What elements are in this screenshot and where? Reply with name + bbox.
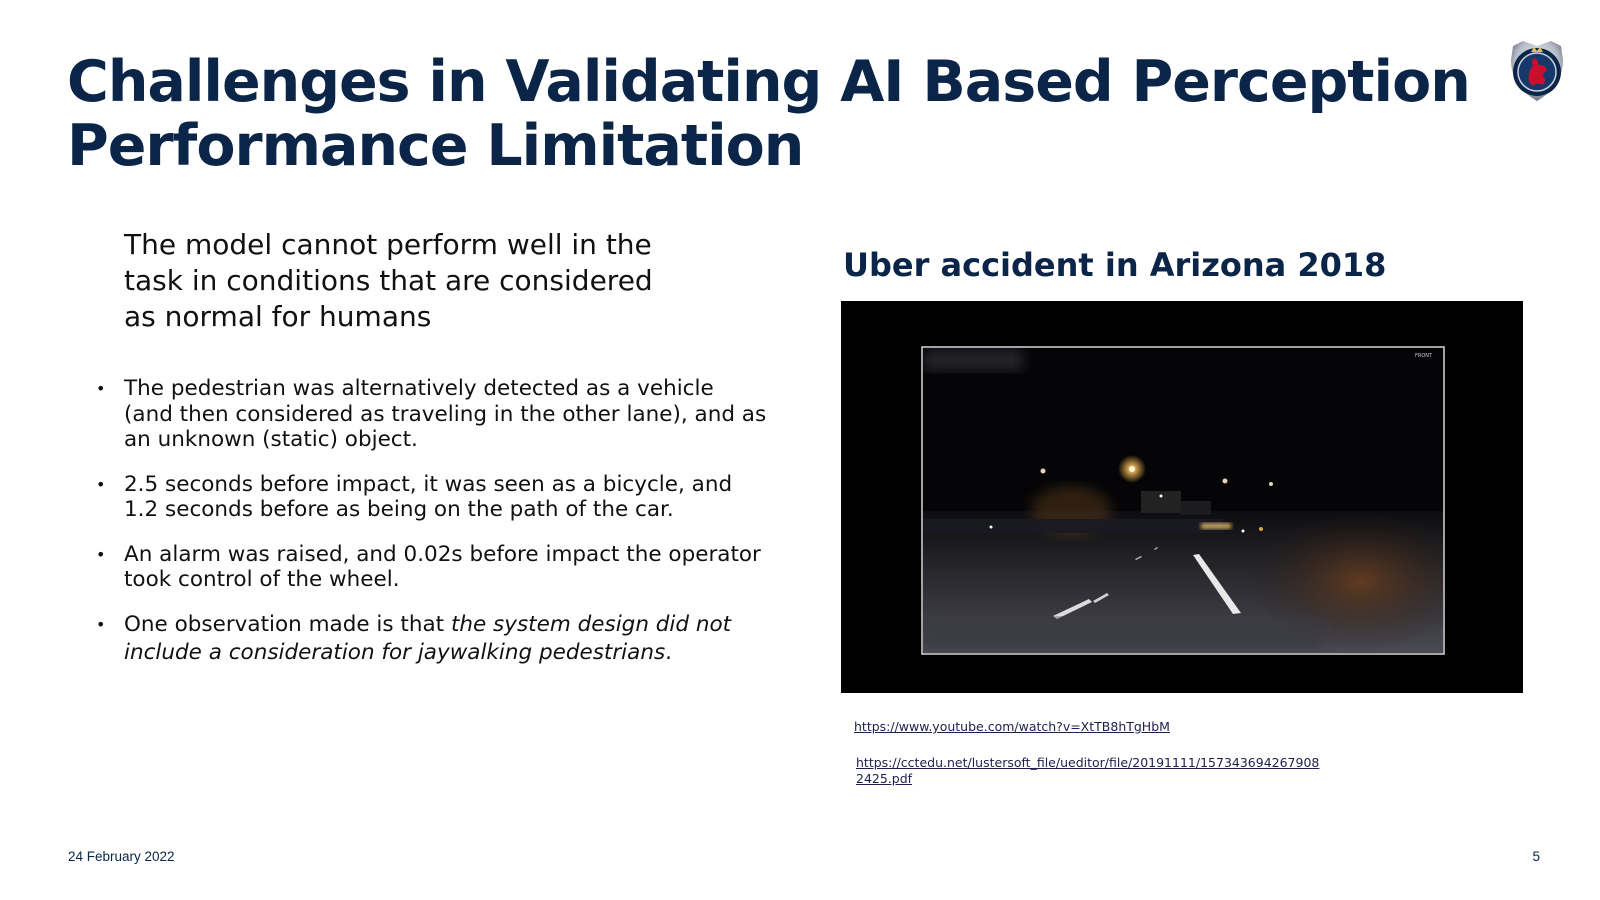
video-caption: Uber accident in Arizona 2018	[843, 246, 1387, 284]
bullet-4-line-2	[124, 637, 812, 668]
bullet-marker: •	[96, 379, 106, 398]
lead-statement	[124, 227, 724, 335]
bullet-3-line-1: An alarm was raised, and 0.02s before impact the operator	[124, 541, 761, 567]
bullet-item	[92, 472, 812, 523]
pdf-link-line-2: 2425.pdf	[856, 771, 913, 786]
bullet-item	[92, 542, 812, 593]
bullet-2-line-1: 2.5 seconds before impact, it was seen as a bicycle, and	[124, 471, 733, 497]
bullet-4-period: .	[665, 639, 672, 665]
dashcam-frame-image	[841, 301, 1523, 693]
griffin-emblem-icon	[1503, 38, 1571, 104]
bullet-1-line-1: The pedestrian was alternatively detected as a vehicle	[124, 376, 714, 401]
pdf-link-line-1: https://cctedu.net/lustersoft_file/ueditor/file/20191111/157343694267908	[856, 755, 1320, 770]
footer-date: 24 February 2022	[68, 849, 175, 864]
bullet-item	[92, 376, 812, 453]
bullet-4-emphasis-cont: include a consideration for jaywalking pedestrians	[124, 639, 666, 665]
slide-title-line-1: Challenges in Validating AI Based Perception	[67, 49, 1470, 115]
bullet-1-line-2: (and then considered as traveling in the other lane), and as	[124, 401, 767, 427]
lead-line-3: as normal for humans	[124, 300, 432, 333]
youtube-link[interactable]: https://www.youtube.com/watch?v=XtTB8hTgHbM	[854, 719, 1170, 734]
bullet-marker: •	[96, 614, 106, 634]
bullet-list	[92, 376, 812, 687]
bullet-item	[92, 609, 812, 668]
video-overlay-label: FRONT	[1415, 353, 1433, 359]
lead-line-1: The model cannot perform well in the	[124, 228, 652, 261]
page-number: 5	[1532, 849, 1540, 864]
bullet-3-line-2: took control of the wheel.	[124, 567, 400, 592]
bullet-1-line-3: an unknown (static) object.	[124, 427, 418, 452]
pdf-link[interactable]	[856, 755, 1319, 787]
bullet-4-emphasis: the system design did not	[450, 611, 732, 637]
dashcam-video[interactable]	[841, 301, 1523, 693]
lead-line-2: task in conditions that are considered	[124, 264, 653, 297]
bullet-2-line-2: 1.2 seconds before as being on the path of the car.	[124, 497, 674, 522]
slide-title-line-2: Performance Limitation	[67, 113, 804, 179]
bullet-4-text: One observation made is that	[124, 611, 451, 637]
bullet-marker: •	[96, 474, 106, 494]
slide-title	[67, 49, 1470, 179]
bullet-marker: •	[96, 544, 106, 564]
bullet-4-line-1	[124, 609, 812, 640]
